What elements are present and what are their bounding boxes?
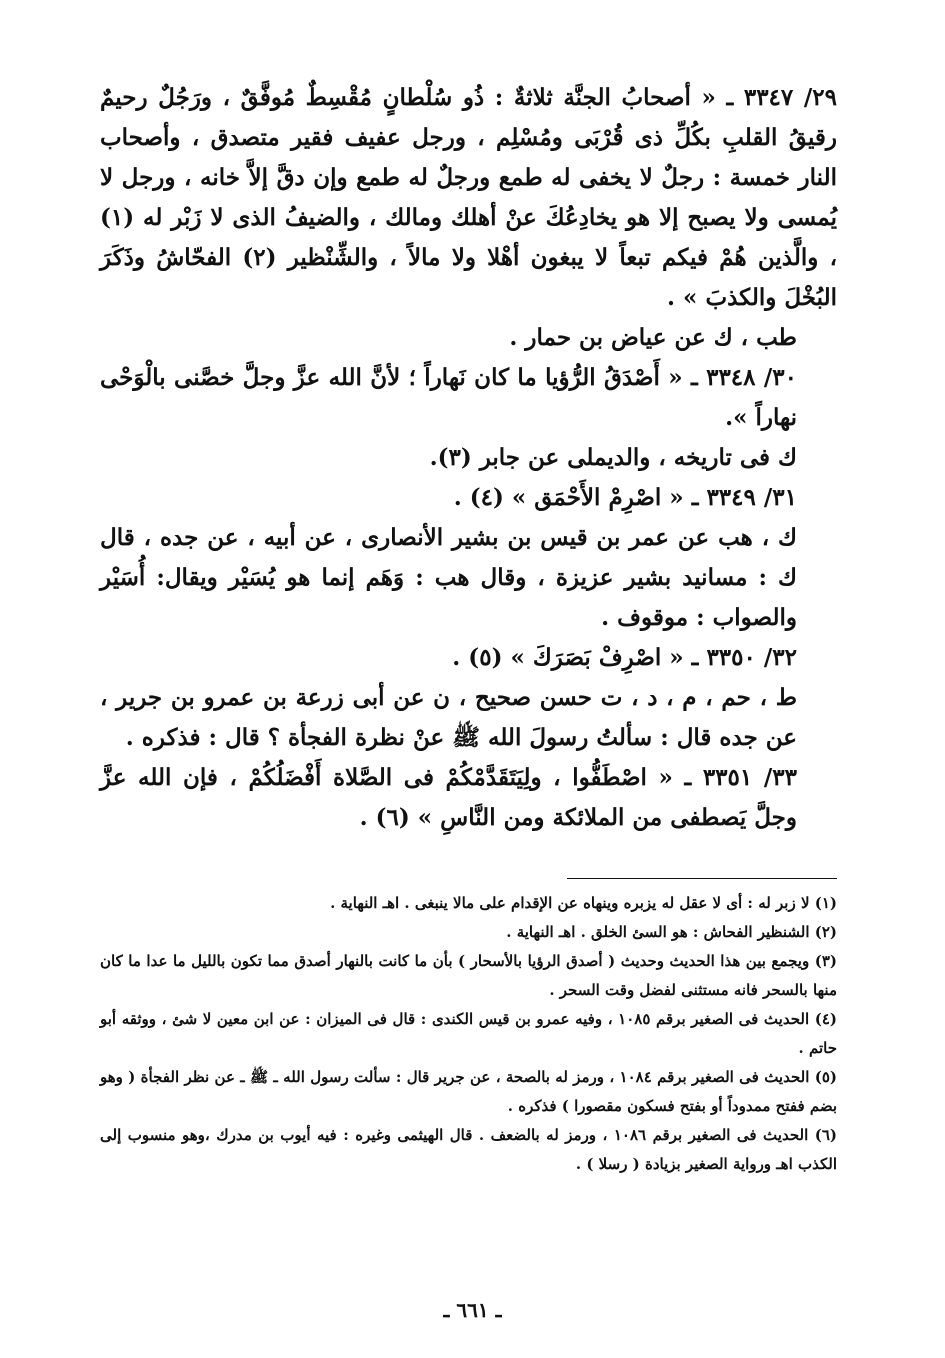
hadith-3351: ٣٣/ ٣٣٥١ ـ « اصْطَفُّوا ، ولِيَتَقَدَّمْكُمْ فى الصَّلاة أَفْضَلُكُمْ ، فإن الله عزَّ وجلَّ يَصطفى من الملائكة ومن النَّاسِ » (٦) .	[100, 764, 797, 831]
hadith-3347: ٢٩/ ٣٣٤٧ ـ « أصحابُ الجنَّة ثلاثةٌ : ذُو سُلْطانٍ مُقْسِطٌ مُوفَّقٌ ، ورَجُلٌ رحيمٌ رقيقُ القلبِ بكُلِّ ذى قُرْبَى ومُسْلِم ، ورجل عفيف فقير متصدق ، وأصحاب النار خمسة : رجلٌ لا يخفى له طمع ورجلٌ له طمع وإن دقَّ إلاَّ خانه ، ورجل لا يُمسى ولا يصبح إلا هو يخادِعُكَ عنْ أهلك ومالك ، والضيفُ الذى لا زَبْر له (١) ، والَّذين هُمْ فيكم تبعاً لا يبغون أهْلا ولا مالاً ، والشِّنْظير (٢) الفحّاشُ وذَكَرَ البُخْلَ والكذبَ » .	[100, 84, 837, 311]
hadith-3350: ٣٢/ ٣٣٥٠ ـ « اصْرِفْ بَصَرَكَ » (٥) .	[452, 644, 797, 671]
footnote-5: (٥) الحديث فى الصغير برقم ١٠٨٤ ، ورمز له بالصحة ، عن جرير قال : سألت رسول الله ـ ﷺ ـ عن نظر الفجأة ( وهو بضم ففتح ممدوداً أو بفتح فسكون مقصورا ) فذكره .	[100, 1068, 837, 1115]
footnote-3: (٣) ويجمع بين هذا الحديث وحديث ( أصدق الرؤيا بالأسحار ) بأن ما كانت بالنهار أصدق مما تكون بالليل ما عدا ما كان منها بالسحر فانه مستثنى لفضل وقت السحر .	[100, 952, 837, 999]
source-3348: ك فى تاريخه ، والديملى عن جابر (٣).	[429, 444, 797, 471]
source-3347: طب ، ك عن عياض بن حمار .	[509, 324, 797, 351]
footnote-2: (٢) الشنظير الفحاش : هو السئ الخلق . اهـ النهاية .	[506, 923, 837, 941]
footnote-4: (٤) الحديث فى الصغير برقم ١٠٨٥ ، وفيه عمرو بن قيس الكندى : قال فى الميزان : عن ابن معين لا شئ ، ووثقه أبو حاتم .	[100, 1010, 837, 1057]
hadith-3349: ٣١/ ٣٣٤٩ ـ « اصْرِمْ الأَحْمَق » (٤) .	[453, 484, 797, 511]
page-number: ـ ٦٦١ ـ	[443, 1298, 502, 1322]
source-3350: ط ، حم ، م ، د ، ت حسن صحيح ، ن عن أبى زرعة بن عمرو بن جرير ، عن جده قال : سألتُ رسولَ الله ﷺ عنْ نظرة الفجأة ؟ قال : فذكره .	[100, 684, 797, 751]
main-text	[100, 78, 837, 838]
hadith-3348: ٣٠/ ٣٣٤٨ ـ « أَصْدَقُ الرُّؤيا ما كان نَهاراً ؛ لأنَّ الله عزَّ وجلَّ خصَّنى بالْوَحْى نهاراً ».	[100, 364, 797, 431]
source-3349: ك ، هب عن عمر بن قيس بن بشير الأنصارى ، عن أبيه ، عن جده ، قال ك : مسانيد بشير عزيزة ، وقال هب : وَهَم إنما هو يُسَيْر ويقال: أُسَيْر والصواب : موقوف .	[100, 524, 797, 631]
footnote-1: (١) لا زبر له : أى لا عقل له يزبره وينهاه عن الإقدام على مالا ينبغى . اهـ النهاية .	[330, 894, 837, 912]
footnotes	[100, 889, 837, 1179]
footnote-6: (٦) الحديث فى الصغير برقم ١٠٨٦ ، ورمز له بالضعف . قال الهيثمى وغيره : فيه أيوب بن مدرك ،وهو منسوب إلى الكذب اهـ ورواية الصغير بزيادة ( رسلا ) .	[100, 1126, 838, 1173]
footnote-divider	[567, 878, 837, 879]
